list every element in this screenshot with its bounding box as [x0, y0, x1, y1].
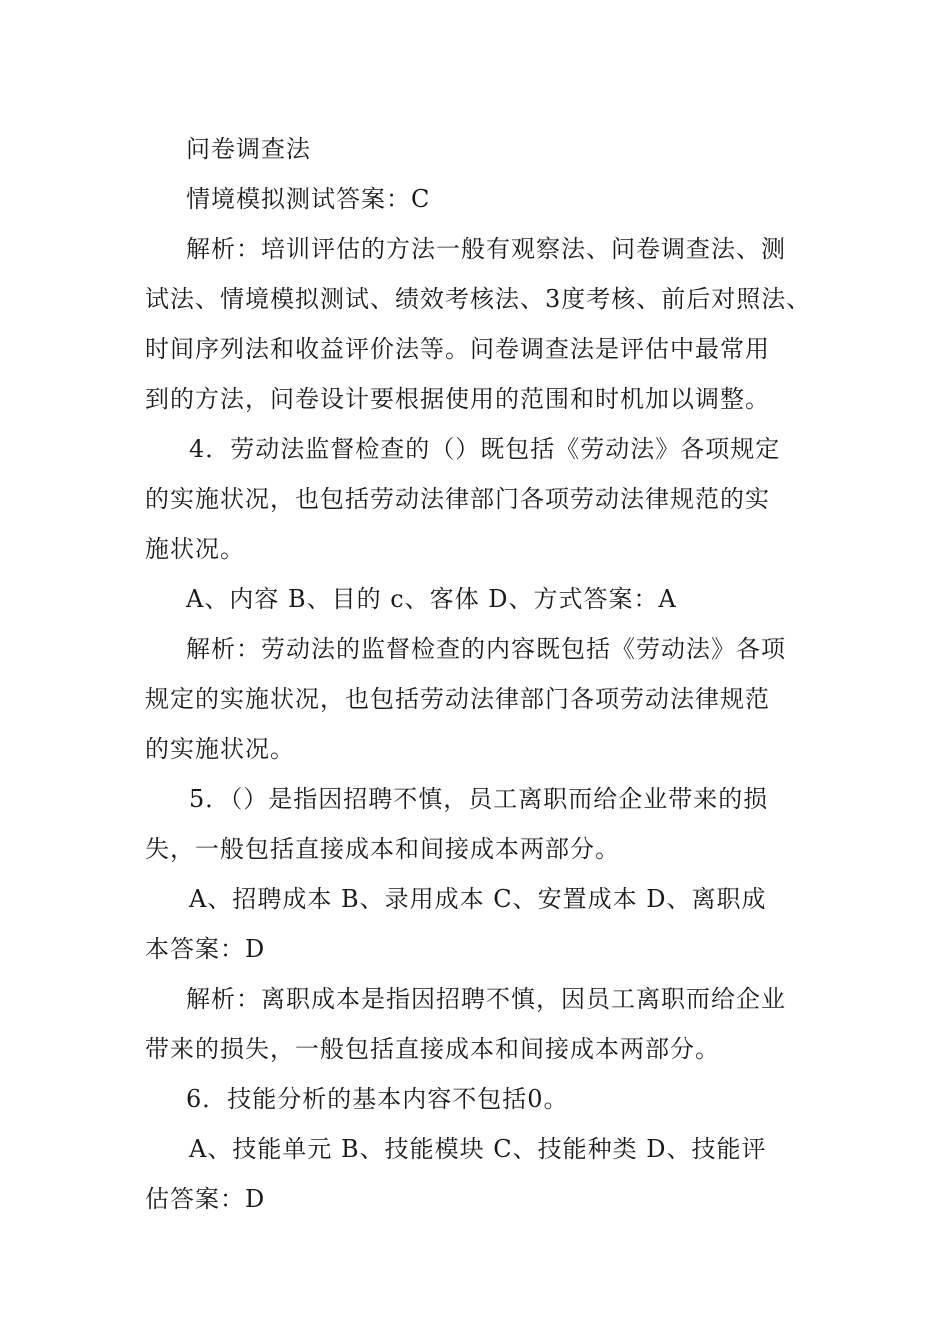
text-line: 的实施状况。	[145, 735, 295, 763]
text-line: 情境模拟测试答案：C	[186, 185, 431, 213]
text-line: 问卷调查法	[186, 135, 311, 163]
text-line: 时间序列法和收益评价法等。问卷调查法是评估中最常用	[145, 335, 770, 363]
text-line: 解析：劳动法的监督检查的内容既包括《劳动法》各项	[186, 635, 786, 663]
text-line: 解析：培训评估的方法一般有观察法、问卷调查法、测	[186, 235, 786, 263]
text-line: 解析：离职成本是指因招聘不慎，因员工离职而给企业	[186, 985, 786, 1013]
text-line: 试法、情境模拟测试、绩效考核法、3度考核、前后对照法、	[145, 285, 812, 313]
text-line: 到的方法，问卷设计要根据使用的范围和时机加以调整。	[145, 385, 770, 413]
question-4: 4．劳动法监督检查的（）既包括《劳动法》各项规定	[189, 435, 781, 463]
text-line: 施状况。	[145, 535, 245, 563]
question-5: 5．（）是指因招聘不慎，员工离职而给企业带来的损	[189, 785, 769, 813]
text-line: 规定的实施状况，也包括劳动法律部门各项劳动法律规范	[145, 685, 770, 713]
text-line: 失，一般包括直接成本和间接成本两部分。	[145, 835, 620, 863]
text-line: 本答案：D	[145, 935, 266, 963]
question-6: 6．技能分析的基本内容不包括0。	[186, 1085, 569, 1113]
text-line: 估答案：D	[145, 1185, 266, 1213]
options-line: A、招聘成本 B、录用成本 C、安置成本 D、离职成	[189, 885, 767, 913]
text-line: 带来的损失，一般包括直接成本和间接成本两部分。	[145, 1035, 720, 1063]
text-line: 的实施状况，也包括劳动法律部门各项劳动法律规范的实	[145, 485, 770, 513]
options-line: A、技能单元 B、技能模块 C、技能种类 D、技能评	[189, 1135, 767, 1163]
options-line: A、内容 B、目的 c、客体 D、方式答案：A	[186, 585, 677, 613]
